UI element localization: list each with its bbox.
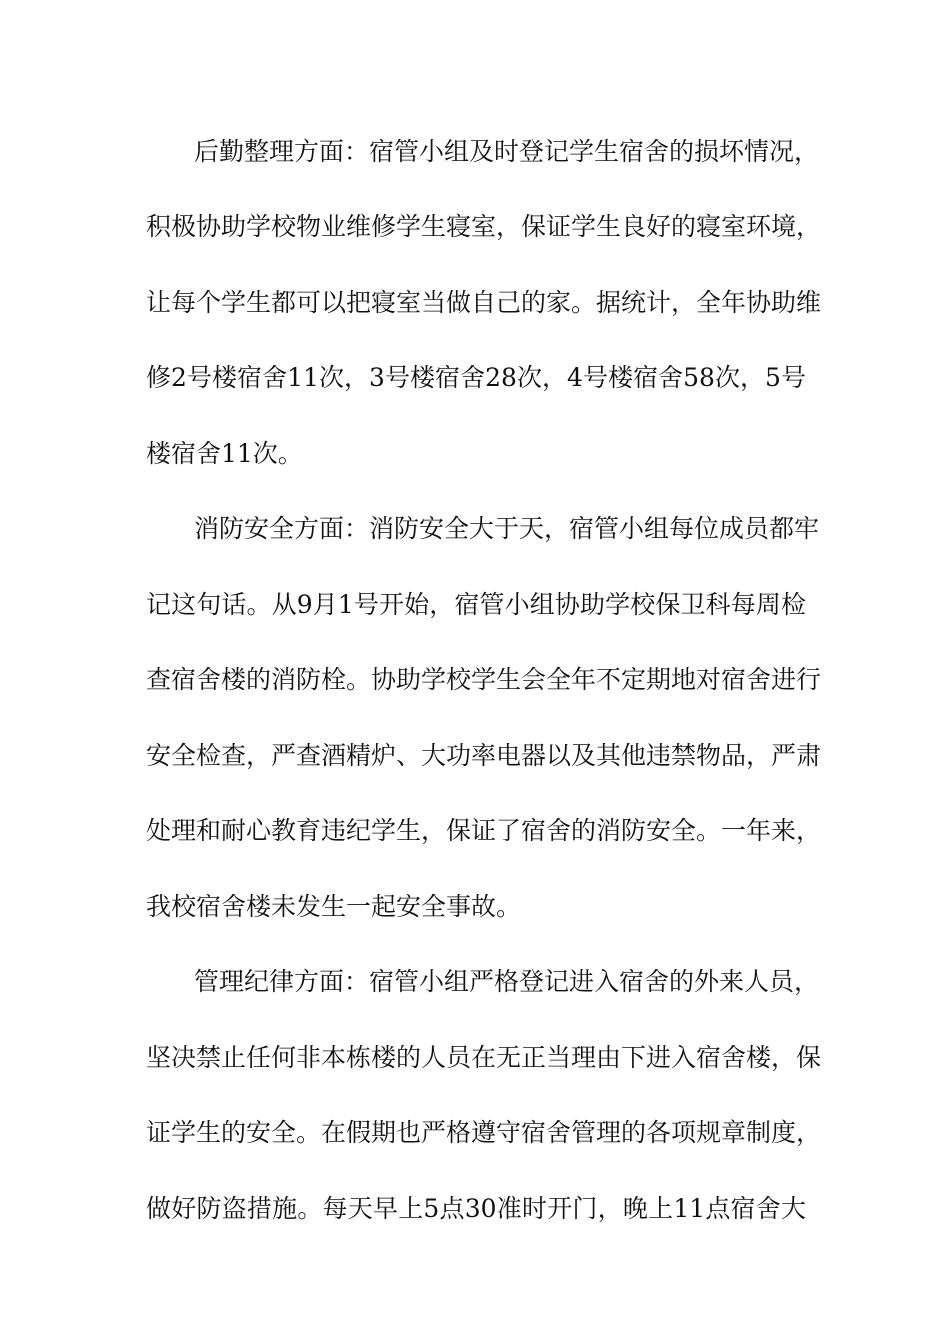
paragraph-fire-safety-line-5: 处理和耐心教育违纪学生，保证了宿舍的消防安全。一年来， bbox=[146, 816, 822, 845]
paragraph-logistics-line-5: 楼宿舍11次。 bbox=[146, 439, 303, 468]
paragraph-logistics-line-1: 后勤整理方面：宿管小组及时登记学生宿舍的损坏情况， bbox=[194, 137, 820, 166]
paragraph-discipline-line-4: 做好防盗措施。每天早上5点30准时开门，晚上11点宿舍大 bbox=[146, 1194, 806, 1223]
paragraph-discipline-line-2: 坚决禁止任何非本栋楼的人员在无正当理由下进入宿舍楼，保 bbox=[146, 1043, 822, 1072]
paragraph-discipline-line-1: 管理纪律方面：宿管小组严格登记进入宿舍的外来人员， bbox=[194, 967, 820, 996]
paragraph-fire-safety-line-3: 查宿舍楼的消防栓。协助学校学生会全年不定期地对宿舍进行 bbox=[146, 665, 822, 694]
paragraph-logistics-line-3: 让每个学生都可以把寝室当做自己的家。据统计，全年协助维 bbox=[146, 288, 822, 317]
paragraph-logistics-line-4: 修2号楼宿舍11次，3号楼宿舍28次，4号楼宿舍58次，5号 bbox=[146, 363, 806, 392]
paragraph-fire-safety-line-2: 记这句话。从9月1号开始，宿管小组协助学校保卫科每周检 bbox=[146, 590, 806, 619]
paragraph-discipline-line-3: 证学生的安全。在假期也严格遵守宿舍管理的各项规章制度， bbox=[146, 1118, 822, 1147]
paragraph-fire-safety-line-1: 消防安全方面：消防安全大于天，宿管小组每位成员都牢 bbox=[194, 514, 820, 543]
paragraph-fire-safety-line-6: 我校宿舍楼未发生一起安全事故。 bbox=[146, 892, 522, 921]
paragraph-fire-safety-line-4: 安全检查，严查酒精炉、大功率电器以及其他违禁物品，严肃 bbox=[146, 741, 822, 770]
paragraph-logistics-line-2: 积极协助学校物业维修学生寝室，保证学生良好的寝室环境， bbox=[146, 212, 822, 241]
